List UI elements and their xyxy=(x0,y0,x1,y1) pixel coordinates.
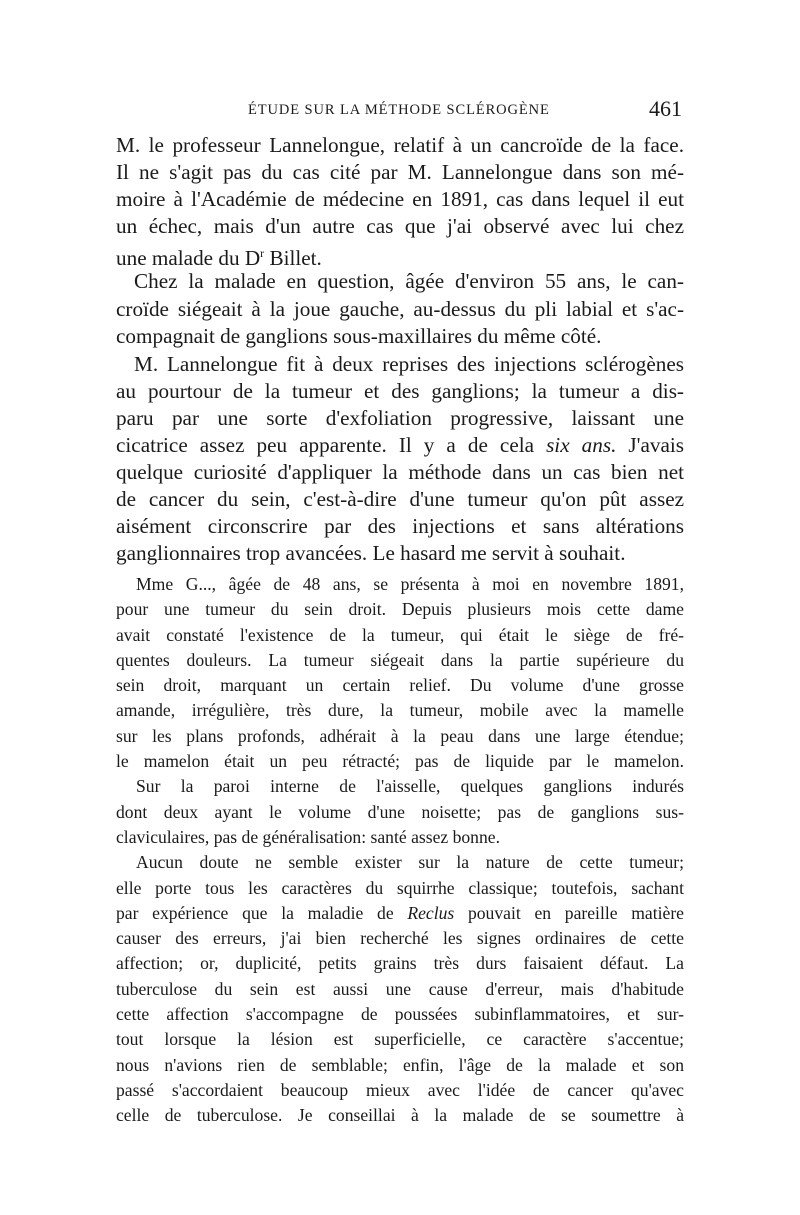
text-line: amande, irrégulière, très dure, la tumeur, mobile avec la mamelle xyxy=(116,700,684,721)
text-line: croïde siégeait à la joue gauche, au-dessus du pli labial et s'ac- xyxy=(116,296,684,321)
running-title: ÉTUDE SUR LA MÉTHODE SCLÉROGÈNE xyxy=(248,102,550,118)
text-fragment: pouvait en pareille matière xyxy=(454,902,684,923)
text-line xyxy=(116,240,684,271)
text-line: passé s'accordaient beaucoup mieux avec l'idée de cancer qu'avec xyxy=(116,1079,684,1100)
text-line: M. Lannelongue fit à deux reprises des injections sclérogènes xyxy=(134,351,684,376)
text-line: quentes douleurs. La tumeur siégeait dans la partie supérieure du xyxy=(116,649,684,670)
text-line: sein droit, marquant un certain relief. Du volume d'une grosse xyxy=(116,675,684,696)
text-line xyxy=(116,901,684,926)
text-line: Sur la paroi interne de l'aisselle, quelques ganglions indurés xyxy=(136,776,684,797)
text-line: le mamelon était un peu rétracté; pas de liquide par le mamelon. xyxy=(116,751,684,772)
text-line: tout lorsque la lésion est superficielle, ce caractère s'accentue; xyxy=(116,1029,684,1050)
superscript: r xyxy=(260,246,265,261)
text-fragment: J'avais xyxy=(616,433,685,458)
text-line: tuberculose du sein est aussi une cause d'erreur, mais d'habitude xyxy=(116,978,684,999)
text-line: cette affection s'accompagne de poussées subinflammatoires, et sur- xyxy=(116,1004,684,1025)
text-line: elle porte tous les caractères du squirrhe classique; toutefois, sachant xyxy=(116,877,684,898)
text-line: Chez la malade en question, âgée d'environ 55 ans, le can- xyxy=(134,269,684,294)
text-line: M. le professeur Lannelongue, relatif à un cancroïde de la face. xyxy=(116,133,684,157)
text-line: ganglionnaires trop avancées. Le hasard me servit à souhait. xyxy=(116,541,626,566)
text-line: paru par une sorte d'exfoliation progressive, laissant une xyxy=(116,405,684,430)
text-line: Mme G..., âgée de 48 ans, se présenta à moi en novembre 1891, xyxy=(136,574,684,594)
text-line xyxy=(116,432,684,459)
page-number: 461 xyxy=(649,96,682,121)
italic-text: six ans. xyxy=(546,433,617,458)
text-line: affection; or, duplicité, petits grains très durs faisaient défaut. La xyxy=(116,953,684,974)
text-fragment: par expérience que la maladie de xyxy=(116,902,408,923)
text-line: quelque curiosité d'appliquer la méthode dans un cas bien net xyxy=(116,460,684,485)
text-line: de cancer du sein, c'est-à-dire d'une tumeur qu'on pût assez xyxy=(116,487,684,512)
text-line: nous n'avions rien de semblable; enfin, l'âge de la malade et son xyxy=(116,1054,684,1075)
text-line: aisément circonscrire par des injections et sans altérations xyxy=(116,514,684,539)
text-line: dont deux ayant le volume d'une noisette; pas de ganglions sus- xyxy=(116,801,684,822)
italic-text: Reclus xyxy=(407,902,455,923)
text-line: sur les plans profonds, adhérait à la peau dans une large étendue; xyxy=(116,725,684,746)
main-text xyxy=(116,132,684,568)
running-head xyxy=(116,96,684,126)
text-line: pour une tumeur du sein droit. Depuis plusieurs mois cette dame xyxy=(116,599,684,620)
text-line: Il ne s'agit pas du cas cité par M. Lannelongue dans son mé- xyxy=(116,160,684,185)
text-fragment: cicatrice assez peu apparente. Il y a de cela xyxy=(116,433,547,458)
text-fragment: Billet. xyxy=(264,246,322,271)
text-line: celle de tuberculose. Je conseillai à la malade de se soumettre à xyxy=(116,1105,684,1126)
observation-text xyxy=(116,572,684,1129)
text-line: avait constaté l'existence de la tumeur, qui était le siège de fré- xyxy=(116,624,684,645)
text-line: un échec, mais d'un autre cas que j'ai observé avec lui chez xyxy=(116,214,684,239)
text-line: moire à l'Académie de médecine en 1891, cas dans lequel il eut xyxy=(116,187,684,212)
text-line: Aucun doute ne semble exister sur la nature de cette tumeur; xyxy=(136,852,684,873)
text-line: au pourtour de la tumeur et des ganglions; la tumeur a dis- xyxy=(116,378,684,403)
text-line: compagnait de ganglions sous-maxillaires du même côté. xyxy=(116,323,602,348)
text-line: claviculaires, pas de généralisation: santé assez bonne. xyxy=(116,826,500,847)
text-fragment: une malade du D xyxy=(116,246,261,271)
text-line: causer des erreurs, j'ai bien recherché les signes ordinaires de cette xyxy=(116,928,684,949)
